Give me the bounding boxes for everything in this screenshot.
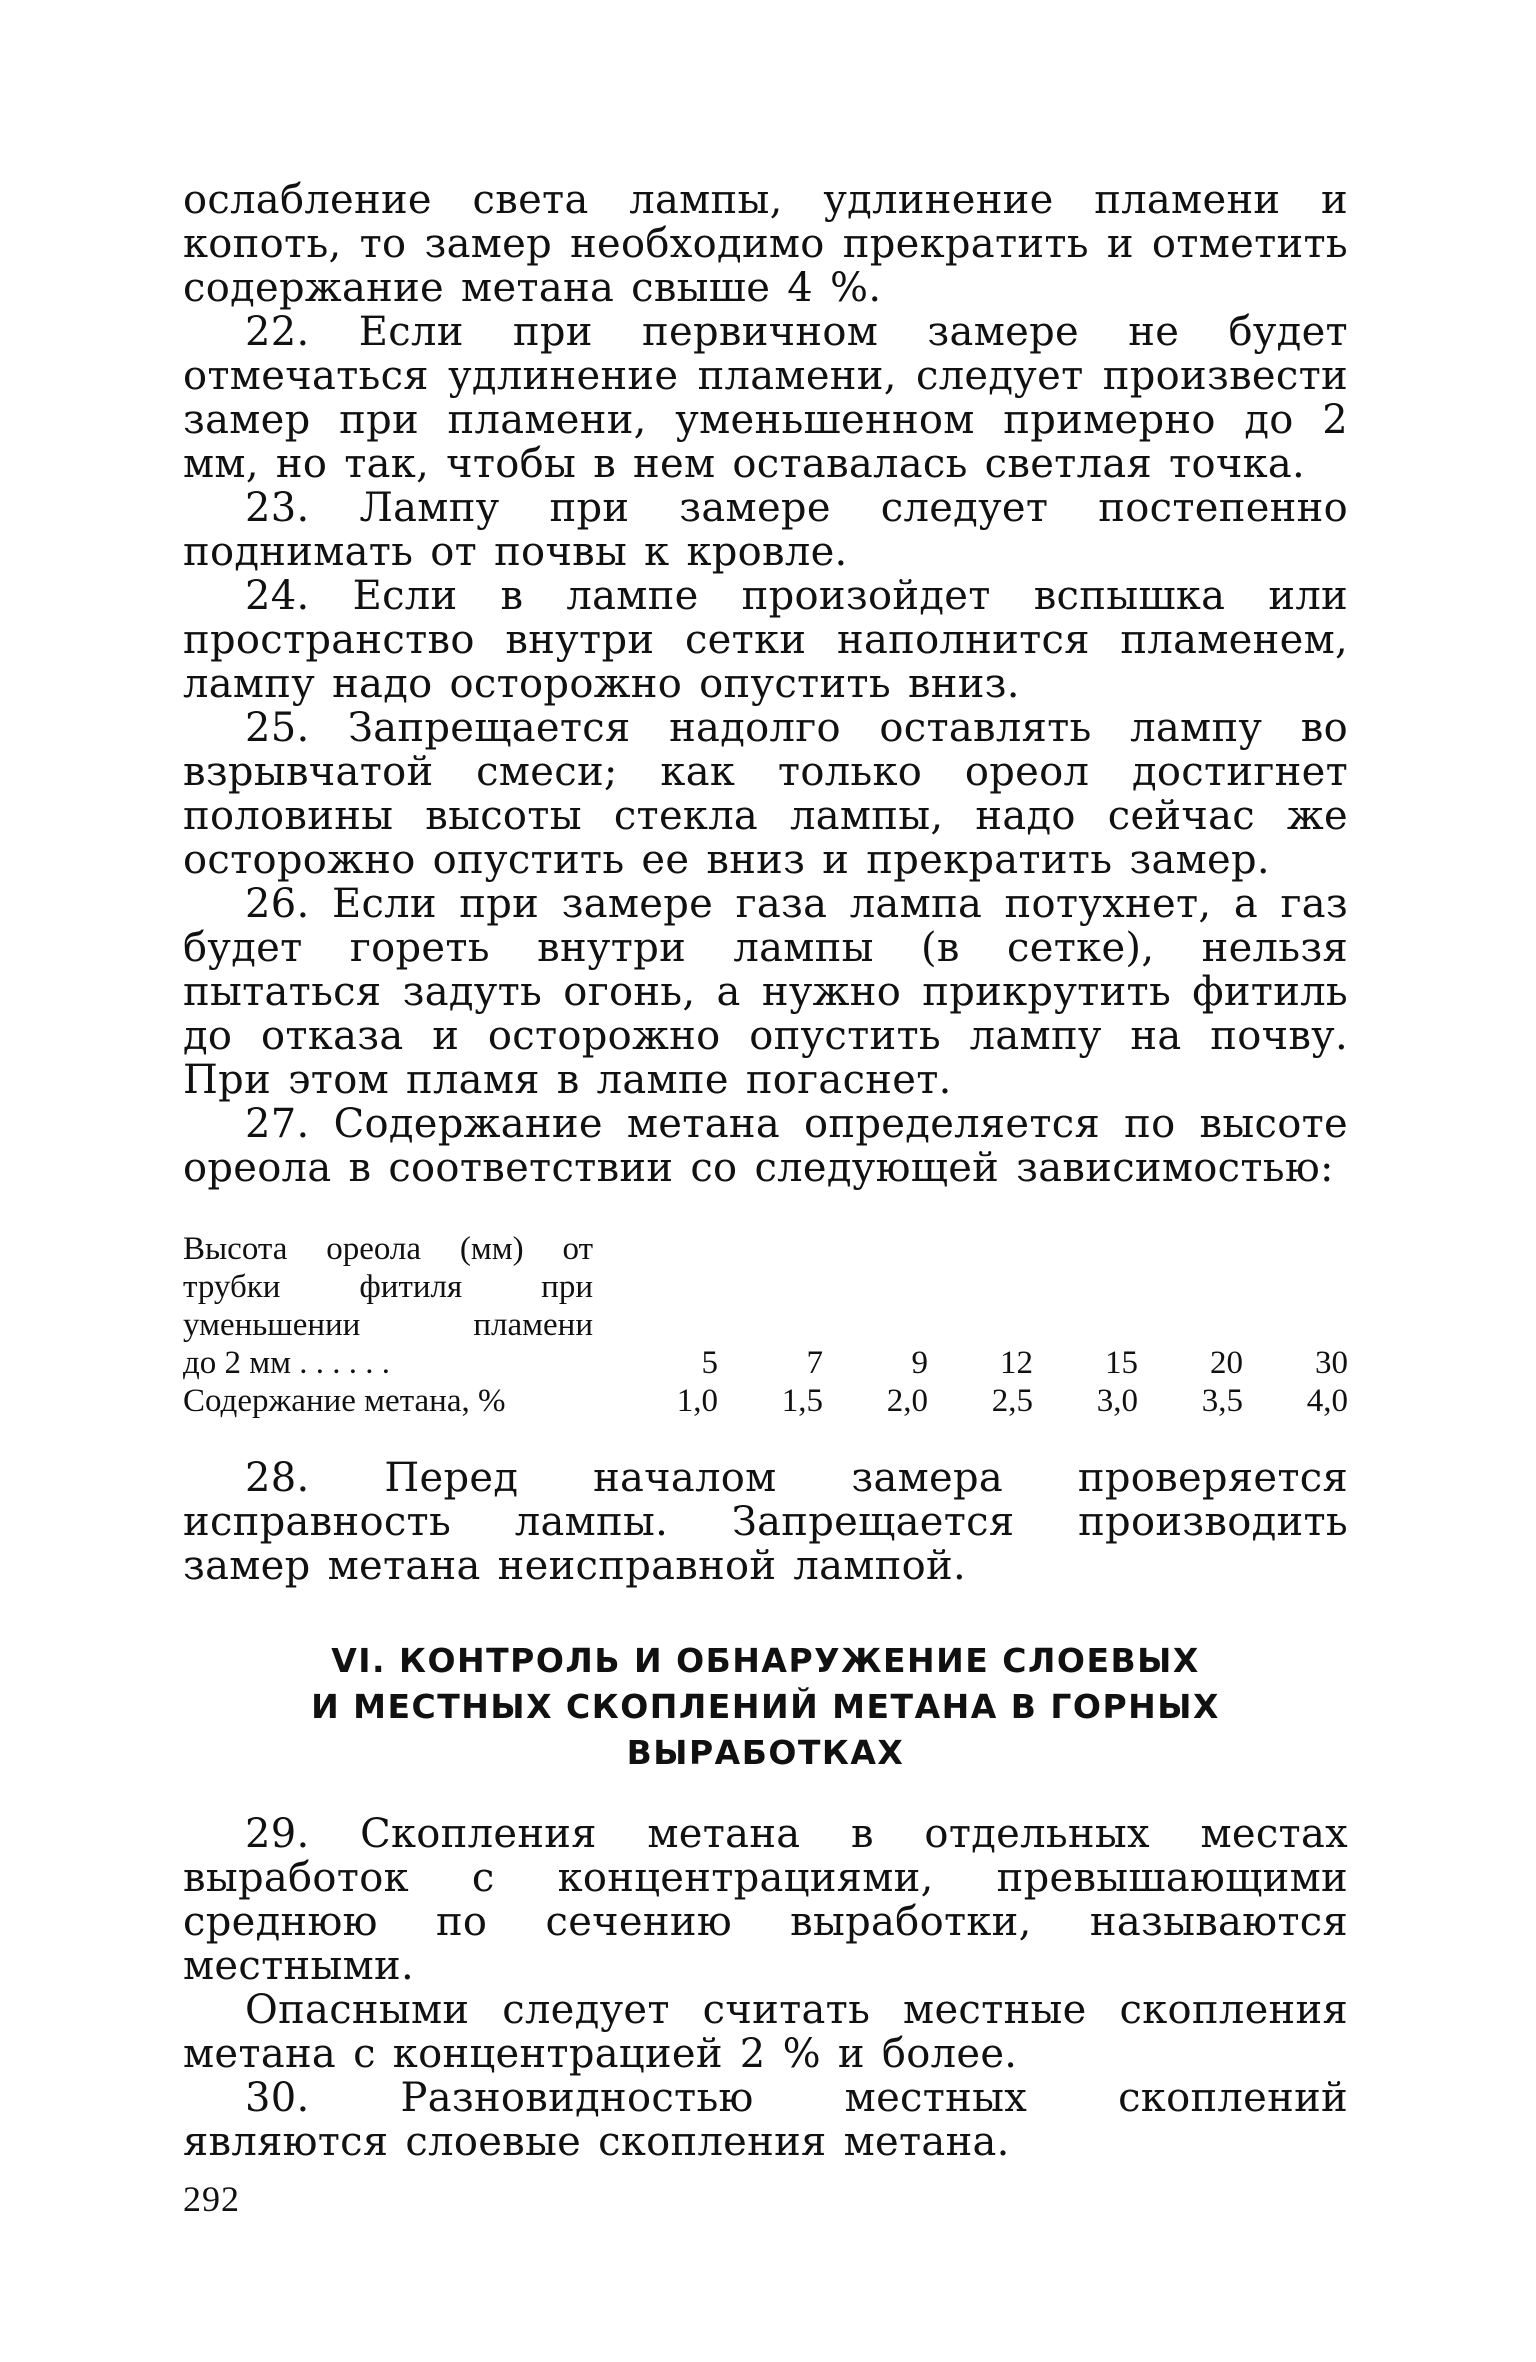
paragraph-24: 24. Если в лампе произойдет вспышка или пространство внутри сетки наполнится пламенем, лампу надо осторожно опустить вниз. bbox=[183, 573, 1348, 707]
height-value: 20 bbox=[1210, 1345, 1243, 1381]
methane-value: 1,0 bbox=[676, 1383, 718, 1419]
methane-value: 1,5 bbox=[781, 1383, 823, 1419]
table-label-line bbox=[183, 1230, 1348, 1268]
table-label-line-4: до 2 мм . . . . . . bbox=[183, 1345, 391, 1381]
paragraph-28: 28. Перед началом замера проверяется исправность лампы. Запрещается производить замер метана неисправной лампой. bbox=[183, 1455, 1348, 1589]
paragraph-25: 25. Запрещается надолго оставлять лампу во взрывчатой смеси; как только ореол достигнет половины высоты стекла лампы, надо сейчас же осторожно опустить ее вниз и прекратить замер. bbox=[183, 705, 1348, 883]
paragraph-23: 23. Лампу при замере следует постепенно поднимать от почвы к кровле. bbox=[183, 485, 1348, 575]
table-row-heights bbox=[183, 1344, 1348, 1382]
height-value: 9 bbox=[911, 1345, 928, 1381]
height-value: 5 bbox=[701, 1345, 718, 1381]
methane-value: 3,5 bbox=[1201, 1383, 1243, 1419]
height-value: 12 bbox=[1000, 1345, 1033, 1381]
height-value: 30 bbox=[1315, 1345, 1348, 1381]
height-value: 15 bbox=[1105, 1345, 1138, 1381]
paragraph-30: 30. Разновидностью местных скоплений являются слоевые скопления метана. bbox=[183, 2075, 1348, 2165]
paragraph-26: 26. Если при замере газа лампа потухнет, а газ будет гореть внутри лампы (в сетке), нельзя пытаться задуть огонь, а нужно прикрутить фитиль до отказа и осторожно опустить лампу на почву. При этом пламя в лампе погаснет. bbox=[183, 881, 1348, 1103]
table-label-line bbox=[183, 1268, 1348, 1306]
methane-value: 2,5 bbox=[991, 1383, 1033, 1419]
paragraph-27: 27. Содержание метана определяется по высоте ореола в соответствии со следующей зависимостью: bbox=[183, 1101, 1348, 1191]
methane-value: 4,0 bbox=[1306, 1383, 1348, 1419]
section-heading-line-2: И МЕСТНЫХ СКОПЛЕНИЙ МЕТАНА В ГОРНЫХ bbox=[311, 1687, 1220, 1726]
height-value: 7 bbox=[806, 1345, 823, 1381]
table-label-line-2: трубки фитиля при bbox=[183, 1269, 593, 1305]
methane-halo-table bbox=[183, 1230, 1348, 1420]
methane-value: 3,0 bbox=[1096, 1383, 1138, 1419]
methane-row-label: Содержание метана, % bbox=[183, 1383, 506, 1419]
methane-value: 2,0 bbox=[886, 1383, 928, 1419]
section-heading-line-3: ВЫРАБОТКАХ bbox=[626, 1733, 905, 1772]
section-heading bbox=[183, 1638, 1348, 1776]
height-values bbox=[593, 1344, 1348, 1382]
paragraph-29-continued: Опасными следует считать местные скопления метана с концентрацией 2 % и более. bbox=[183, 1987, 1348, 2077]
page-number: 292 bbox=[183, 2179, 240, 2219]
paragraph-continuation: ослабление света лампы, удлинение пламени и копоть, то замер необходимо прекратить и отметить содержание метана свыше 4 %. bbox=[183, 177, 1348, 311]
methane-values bbox=[593, 1382, 1348, 1420]
table-row-methane bbox=[183, 1382, 1348, 1420]
paragraph-29: 29. Скопления метана в отдельных местах выработок с концентрациями, превышающими среднюю по сечению выработки, называются местными. bbox=[183, 1811, 1348, 1989]
section-heading-line-1: VI. КОНТРОЛЬ И ОБНАРУЖЕНИЕ СЛОЕВЫХ bbox=[331, 1641, 1200, 1680]
table-label-line-3: уменьшении пламени bbox=[183, 1307, 593, 1343]
book-page bbox=[183, 178, 1348, 2318]
table-label-line bbox=[183, 1306, 1348, 1344]
paragraph-22: 22. Если при первичном замере не будет отмечаться удлинение пламени, следует произвести замер при пламени, уменьшенном примерно до 2 мм, но так, чтобы в нем оставалась светлая точка. bbox=[183, 309, 1348, 487]
table-label-line-1: Высота ореола (мм) от bbox=[183, 1231, 593, 1267]
